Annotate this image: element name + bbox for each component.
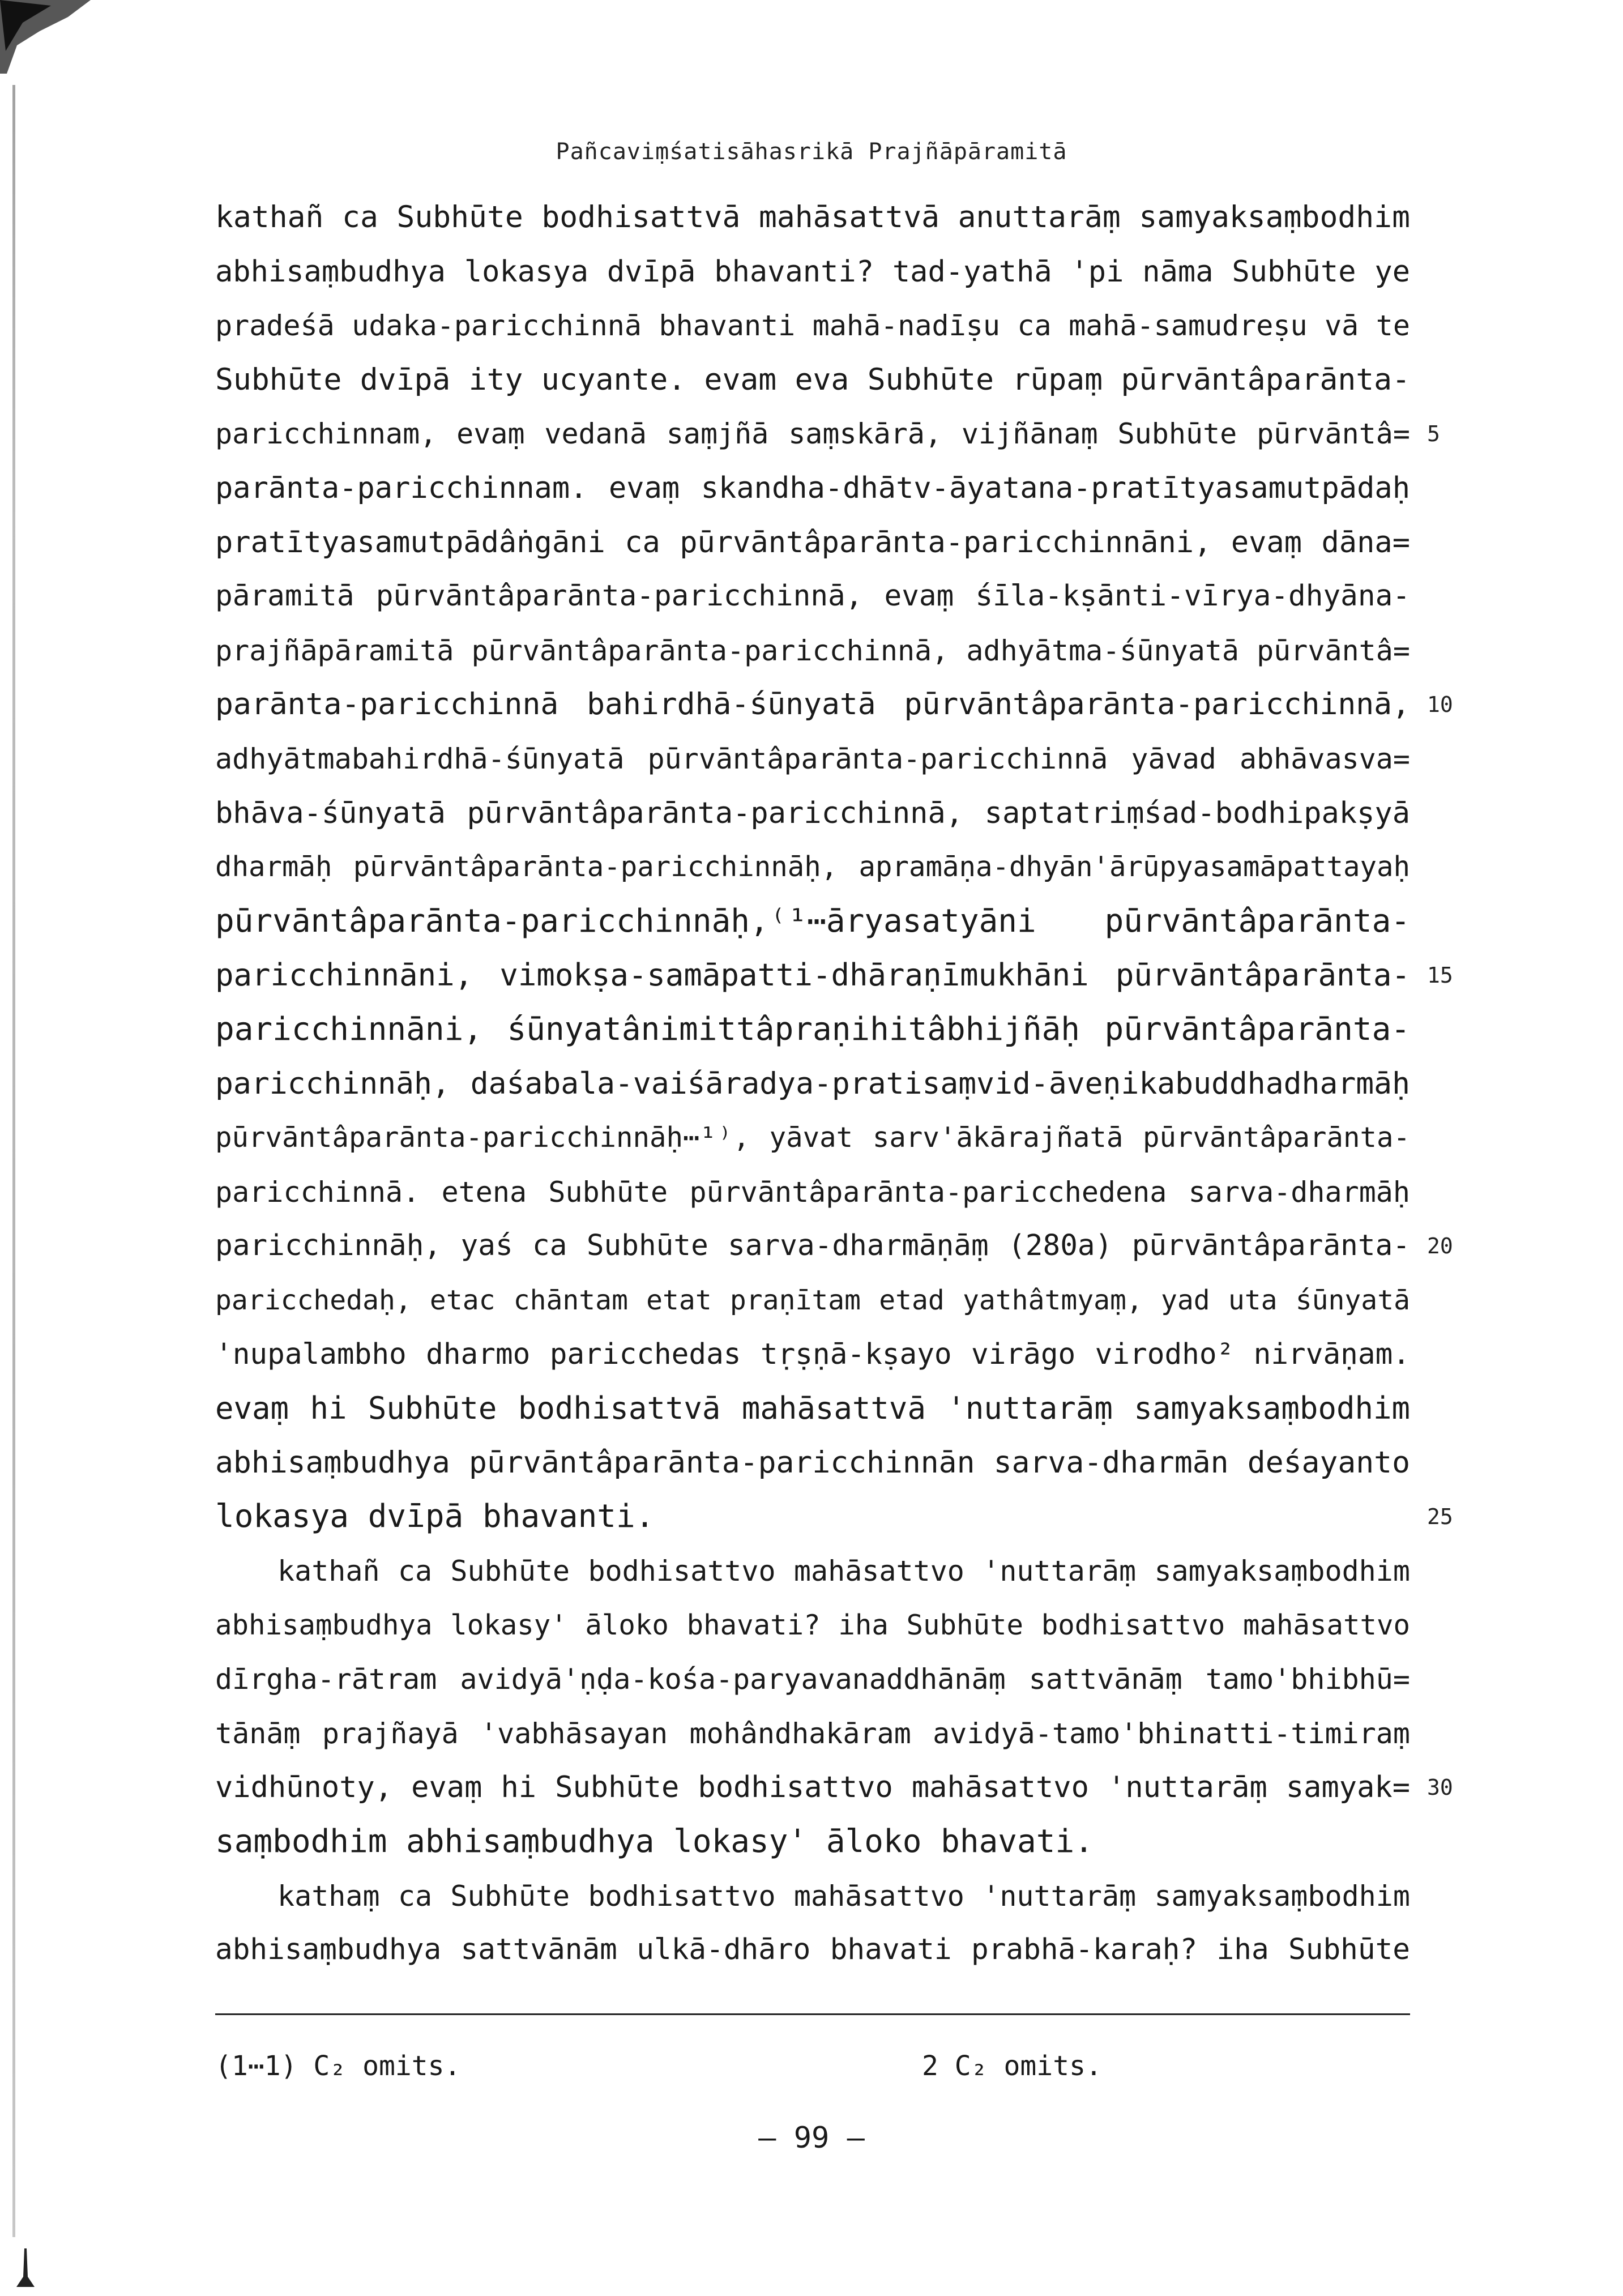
text-line: vidhūnoty, evaṃ hi Subhūte bodhisattvo mahāsattvo 'nuttarāṃ samyak=: [215, 1770, 1410, 1804]
text-line: paricchedaḥ, etac chāntam etat praṇītam etad yathâtmyaṃ, yad uta śūnyatā: [215, 1284, 1410, 1316]
line-number: 30: [1427, 1775, 1453, 1800]
text-line: Subhūte dvīpā ity ucyante. evam eva Subhūte rūpaṃ pūrvāntâparānta-: [215, 362, 1410, 397]
text-line: paricchinnāḥ, daśabala-vaiśāradya-pratisaṃvid-āveṇikabuddhadharmāḥ: [215, 1066, 1410, 1101]
text-line: abhisaṃbudhya lokasya dvīpā bhavanti? tad-yathā 'pi nāma Subhūte ye: [215, 255, 1410, 289]
scan-corner-artifact: [0, 0, 91, 74]
text-line: paricchinnā. etena Subhūte pūrvāntâparānta-paricchedena sarva-dharmāḥ: [215, 1176, 1410, 1209]
text-line: abhisaṃbudhya sattvānām ulkā-dhāro bhavati prabhā-karaḥ? iha Subhūte: [215, 1933, 1410, 1966]
text-line: pratītyasamutpādâṅgāni ca pūrvāntâparānta-paricchinnāni, evaṃ dāna=: [215, 526, 1410, 560]
text-line: dharmāḥ pūrvāntâparānta-paricchinnāḥ, apramāṇa-dhyān'ārūpyasamāpattayaḥ: [215, 851, 1410, 883]
text-line: dīrgha-rātram avidyā'ṇḍa-kośa-paryavanaddhānāṃ sattvānāṃ tamo'bhibhū=: [215, 1663, 1410, 1696]
text-line: abhisaṃbudhya lokasy' āloko bhavati? iha Subhūte bodhisattvo mahāsattvo: [215, 1609, 1410, 1641]
text-line: pūrvāntâparānta-paricchinnāḥ,⁽¹⋯āryasatyāni pūrvāntâparānta-: [215, 903, 1410, 940]
text-line: paricchinnāni, śūnyatânimittâpraṇihitâbhijñāḥ pūrvāntâparānta-: [215, 1011, 1410, 1048]
footnote-2: 2 C₂ omits.: [922, 2050, 1102, 2082]
text-line: paricchinnāḥ, yaś ca Subhūte sarva-dharmāṇāṃ (280a) pūrvāntâparānta-: [215, 1229, 1410, 1262]
text-line: kathañ ca Subhūte bodhisattvā mahāsattvā anuttarāṃ samyaksaṃbodhim: [215, 200, 1410, 234]
text-line: paricchinnam, evaṃ vedanā saṃjñā saṃskārā, vijñānaṃ Subhūte pūrvāntâ=: [215, 417, 1410, 450]
scan-left-edge: [12, 85, 15, 2237]
footnote-rule: [215, 2013, 1410, 2015]
text-line: parānta-paricchinnā bahirdhā-śūnyatā pūrvāntâparānta-paricchinnā,: [215, 687, 1410, 722]
text-line: saṃbodhim abhisaṃbudhya lokasy' āloko bhavati.: [215, 1823, 1094, 1860]
scan-bottom-artifact: [14, 2248, 37, 2288]
text-line: adhyātmabahirdhā-śūnyatā pūrvāntâparānta-paricchinnā yāvad abhāvasva=: [215, 742, 1410, 775]
line-number: 25: [1427, 1504, 1453, 1529]
line-number: 15: [1427, 963, 1453, 988]
text-line: abhisaṃbudhya pūrvāntâparānta-paricchinnān sarva-dharmān deśayanto: [215, 1445, 1410, 1480]
line-number: 5: [1427, 421, 1440, 446]
text-line: pradeśā udaka-paricchinnā bhavanti mahā-nadīṣu ca mahā-samudreṣu vā te: [215, 309, 1410, 342]
text-line: lokasya dvīpā bhavanti.: [215, 1498, 655, 1535]
text-line: kathañ ca Subhūte bodhisattvo mahāsattvo 'nuttarāṃ samyaksaṃbodhim: [277, 1555, 1410, 1587]
text-line: pūrvāntâparānta-paricchinnāḥ⋯¹⁾, yāvat sarv'ākārajñatā pūrvāntâparānta-: [215, 1121, 1410, 1154]
text-line: parānta-paricchinnam. evaṃ skandha-dhātv-āyatana-pratītyasamutpādaḥ: [215, 471, 1410, 505]
footnote-1: (1⋯1) C₂ omits.: [215, 2050, 461, 2082]
text-line: bhāva-śūnyatā pūrvāntâparānta-paricchinnā, saptatriṃśad-bodhipakṣyā: [215, 796, 1410, 830]
line-number: 10: [1427, 692, 1453, 717]
line-number: 20: [1427, 1234, 1453, 1258]
text-line: prajñāpāramitā pūrvāntâparānta-paricchinnā, adhyātma-śūnyatā pūrvāntâ=: [215, 634, 1410, 667]
text-line: 'nupalambho dharmo paricchedas tṛṣṇā-kṣayo virāgo virodho² nirvāṇam.: [215, 1338, 1410, 1371]
text-line: tānāṃ prajñayā 'vabhāsayan mohândhakāram avidyā-tamo'bhinatti-timiraṃ: [215, 1717, 1410, 1750]
text-line: kathaṃ ca Subhūte bodhisattvo mahāsattvo 'nuttarāṃ samyaksaṃbodhim: [277, 1880, 1410, 1913]
running-header: Pañcaviṃśatisāhasrikā Prajñāpāramitā: [556, 139, 1067, 165]
text-line: paricchinnāni, vimokṣa-samāpatti-dhāraṇīmukhāni pūrvāntâparānta-: [215, 957, 1410, 993]
text-line: pāramitā pūrvāntâparānta-paricchinnā, evaṃ śīla-kṣānti-vīrya-dhyāna-: [215, 579, 1410, 613]
text-line: evaṃ hi Subhūte bodhisattvā mahāsattvā 'nuttarāṃ samyaksaṃbodhim: [215, 1390, 1410, 1426]
page-number: — 99 —: [758, 2121, 865, 2155]
